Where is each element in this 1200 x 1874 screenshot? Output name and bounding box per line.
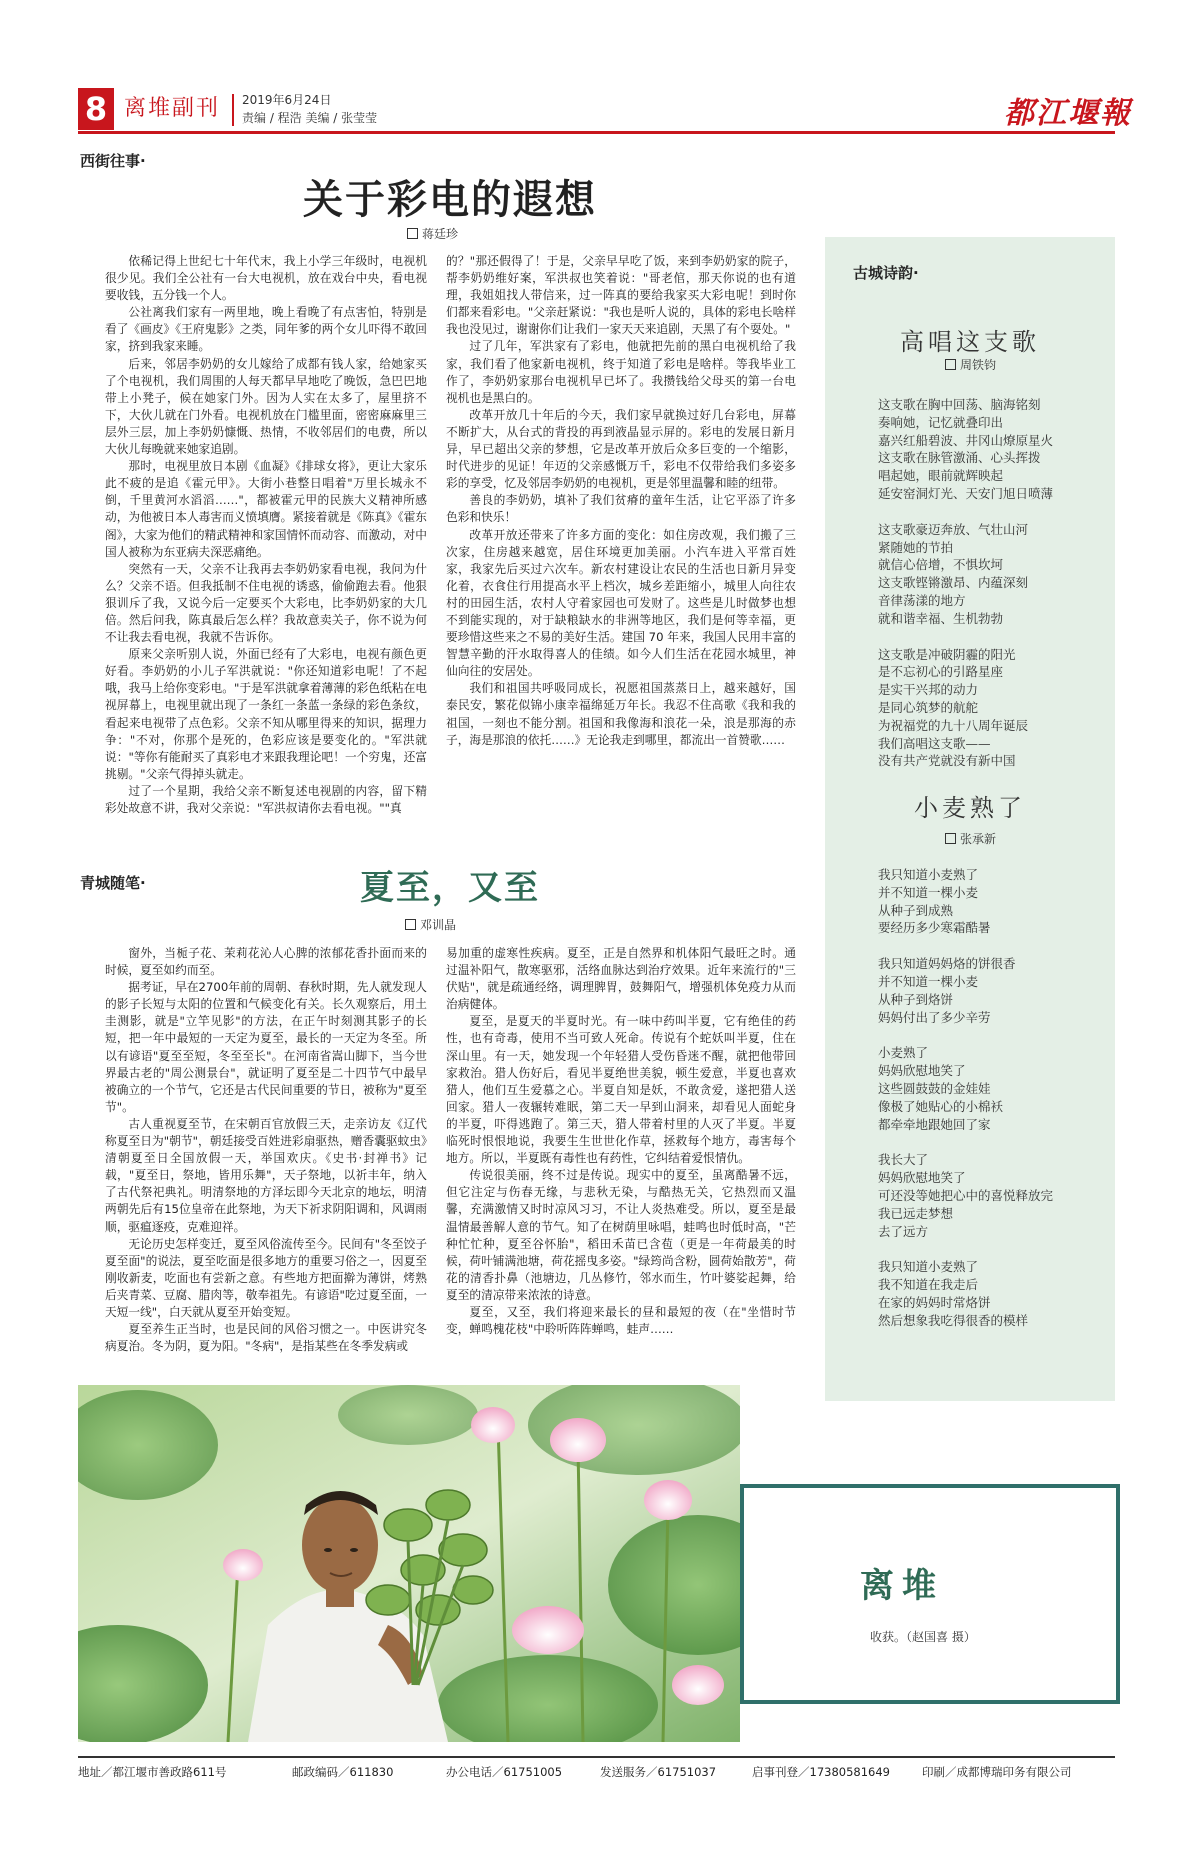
paragraph: 那时，电视里放日本剧《血凝》《排球女将》，更让大家乐此不疲的是追《霍元甲》。大街小巷整日唱着"万里长城永不倒，千里黄河水滔滔……"，都被霍元甲的民族大义精神所感动，为他被日本人毒害而义愤填膺。紧接着就是《陈真》《霍东阁》，大家为他们的精武精神和家国情怀而动容、而激动，对中国人被称为东亚病夫深恶痛绝。 xyxy=(105,459,427,559)
poem-2-body xyxy=(878,866,1103,1348)
footer-distribution: 发送服务／61751037 xyxy=(600,1765,717,1779)
poem-2-byline: 张承新 xyxy=(945,830,996,847)
poem-line: 这支歌是冲破阴霾的阳光 xyxy=(878,646,1016,662)
poem-line: 在家的妈妈时常烙饼 xyxy=(878,1294,991,1310)
byline-box-icon xyxy=(945,833,956,844)
article-1-column-2 xyxy=(446,253,796,843)
byline-box-icon xyxy=(405,919,416,930)
footer-printer: 印刷／成都博瑞印务有限公司 xyxy=(922,1765,1072,1779)
poem-line: 妈妈欣慰地笑了 xyxy=(878,1170,966,1186)
paragraph: 据考证，早在2700年前的周朝、春秋时期，先人就发现人的影子长短与太阳的位置和气候变化有关。长久观察后，用土圭测影，就是"立竿见影"的方法，在正午时刻测其影子的长短，把一年中最短的一天定为夏至，最长的一天定为冬至。所以有谚语"夏至至短，冬至至长"。在河南省嵩山脚下，当今世界最古老的"周公测景台"，就证明了夏至是二十四节气中最早被确立的一个节气，它还是古代民间重要的节日，被称为"夏至节"。 xyxy=(105,980,427,1114)
byline-box-icon xyxy=(407,228,418,239)
article-2-title: 夏至，又至 xyxy=(360,868,540,908)
poem-line: 可还没等她把心中的喜悦释放完 xyxy=(878,1187,1054,1203)
poem-line: 然后想象我吃得很香的模样 xyxy=(878,1312,1029,1328)
paragraph: 易加重的虚寒性疾病。夏至，正是自然界和机体阳气最旺之时。通过温补阳气，散寒驱邪，活络血脉达到治疗效果。近年来流行的"三伏贴"，就是疏通经络，调理脾胃，鼓舞阳气，增强机体免疫力从而治病健体。 xyxy=(446,946,796,1012)
poem-line: 妈妈付出了多少辛劳 xyxy=(878,1009,991,1025)
poem-line: 是不忘初心的引路星座 xyxy=(878,664,1004,680)
paragraph: 的？"那还假得了！于是，父亲早早吃了饭，来到李奶奶家的院子，帮李奶奶维好案，军洪叔也笑着说："哥老倌，那天你说的也有道理，我姐姐找人带信来，过一阵真的要给我家买大彩电呢！到时你们都来看彩电。"父亲赶紧说："我也是听人说的，具体的彩电长啥样我也没见过，谢谢你们让我们一家天天来追剧，天黑了有个耍处。" xyxy=(446,254,796,337)
poem-1-byline: 周铁钧 xyxy=(945,356,996,373)
poem-line: 这支歌豪迈奔放、气壮山河 xyxy=(878,521,1029,537)
poem-stanza xyxy=(878,521,1103,628)
poem-1-title: 高唱这支歌 xyxy=(900,328,1040,356)
header-rule xyxy=(78,131,1115,134)
paragraph: 善良的李奶奶，填补了我们贫瘠的童年生活，让它平添了许多色彩和快乐！ xyxy=(446,493,796,525)
poem-line: 我只知道小麦熟了 xyxy=(878,867,979,882)
poem-stanza xyxy=(878,1151,1103,1240)
footer-notice: 启事刊登／17380581649 xyxy=(752,1765,890,1779)
poem-line: 并不知道一棵小麦 xyxy=(878,884,979,900)
poem-line: 音律荡漾的地方 xyxy=(878,592,966,608)
paragraph: 原来父亲听别人说，外面已经有了大彩电，电视有颜色更好看。李奶奶的小儿子军洪就说："你还知道彩电呢！了不起哦，我马上给你变彩电。"于是军洪就拿着薄薄的彩色纸粘在电视屏幕上，电视里就出现了一条红一条蓝一条绿的彩色条纹，看起来电视带了点色彩。父亲不知从哪里得来的知识，据理力争："不对，你那个是死的，色彩应该是要变化的。"军洪就说："等你有能耐买了真彩电才来跟我理论吧！一个穷鬼，还富挑剔。"父亲气得掉头就走。 xyxy=(105,647,427,781)
poem-line: 我长大了 xyxy=(878,1152,929,1168)
article-1-byline: 蒋廷珍 xyxy=(407,225,458,242)
poem-line: 并不知道一棵小麦 xyxy=(878,973,979,989)
article-1-column-1 xyxy=(105,253,427,843)
column-tag-2: 青城随笔· xyxy=(80,874,146,892)
paragraph: 无论历史怎样变迁，夏至风俗流传至今。民间有"冬至饺子夏至面"的说法，夏至吃面是很多地方的重要习俗之一，因夏至刚收新麦，吃面也有尝新之意。有些地方把面擀为薄饼，烤熟后夹青菜、豆腐、腊肉等，敬奉祖先。有谚语"吃过夏至面，一天短一线"，白天就从夏至开始变短。 xyxy=(105,1236,427,1319)
article-2-byline: 邓训晶 xyxy=(405,916,456,933)
byline-box-icon xyxy=(945,359,956,370)
poem-line: 奏响她，记忆就叠印出 xyxy=(878,414,1004,430)
lotus-harvest-photo xyxy=(78,1385,740,1742)
poem-line: 紧随她的节拍 xyxy=(878,539,954,555)
poem-line: 我已远走梦想 xyxy=(878,1205,954,1221)
poem-line: 小麦熟了 xyxy=(878,1045,929,1061)
footer-office-phone: 办公电话／61751005 xyxy=(446,1765,563,1779)
section-name: 离堆副刊 xyxy=(124,96,221,121)
newspaper-masthead: 都江堰報 xyxy=(1004,96,1132,131)
poem-line: 去了远方 xyxy=(878,1223,929,1239)
poem-line: 是实干兴邦的动力 xyxy=(878,682,979,698)
poem-line: 嘉兴红船碧波、井冈山燎原星火 xyxy=(878,432,1054,448)
poem-line: 像极了她贴心的小棉袄 xyxy=(878,1098,1004,1114)
poem-2-title: 小麦熟了 xyxy=(914,794,1026,822)
editors-line: 责编 / 程浩 美编 / 张莹莹 xyxy=(242,111,378,125)
article-1-title: 关于彩电的遐想 xyxy=(303,176,597,223)
poem-stanza xyxy=(878,646,1103,771)
photo-illustration xyxy=(78,1385,740,1742)
poem-line: 要经历多少寒霜酷暑 xyxy=(878,920,991,936)
page-number: 8 xyxy=(78,88,114,130)
paragraph: 夏至养生正当时，也是民间的风俗习惯之一。中医讲究冬病夏治。冬为阴，夏为阳。"冬病"，是指某些在冬季发病或 xyxy=(105,1322,427,1354)
poem-line: 延安窑洞灯光、天安门旭日喷薄 xyxy=(878,485,1054,501)
poem-line: 我只知道妈妈烙的饼很香 xyxy=(878,956,1016,972)
poem-line: 从种子到成熟 xyxy=(878,902,954,918)
poem-line: 都牵牵地跟她回了家 xyxy=(878,1116,991,1132)
poem-stanza xyxy=(878,1258,1103,1329)
paragraph: 夏至，是夏天的半夏时光。有一味中药叫半夏，它有绝佳的药性，也有奇毒，使用不当可致人死命。传说有个蛇妖叫半夏，住在深山里。有一天，她发现一个年轻猎人受伤昏迷不醒，就把他带回家救治。猎人伤好后，看见半夏绝世美貌，顿生爱意，半夏也喜欢猎人，他们互生爱慕之心。半夏自知是妖，不敢贪爱，遂把猎人送回家。猎人一夜辗转难眠，第二天一早到山洞来，却看见人面蛇身的半夏，吓得逃跑了。第三天，猎人带着村里的人灭了半夏。半夏临死时恨恨地说，我要生生世世化作草，拯救每个地方，毒害每个地方。所以，半夏既有毒性也有药性，它纠结着爱恨情仇。 xyxy=(446,1014,796,1166)
poem-line: 我只知道小麦熟了 xyxy=(878,1259,979,1275)
poem-line: 为祝福党的九十八周年诞辰 xyxy=(878,717,1029,733)
poem-stanza xyxy=(878,866,1103,937)
footer-rule xyxy=(78,1756,1115,1758)
paragraph: 古人重视夏至节，在宋朝百官放假三天，走亲访友《辽代称夏至日为"朝节"，朝廷接受百姓进彩扇驱热，赠香囊驱蚊虫》清朝夏至日全国放假一天，举国欢庆。《史书·封禅书》记载，"夏至日，祭地，皆用乐舞"，天子祭地，以祈丰年，纳入了古代祭祀典礼。明清祭地的方泽坛即今天北京的地坛，明清两朝先后有15位皇帝在此祭地，为天下祈求阴阳调和，风调雨顺，驱瘟逐疫，克难迎祥。 xyxy=(105,1116,427,1234)
poem-line: 没有共产党就没有新中国 xyxy=(878,753,1016,769)
footer-address: 地址／都江堰市善政路611号 xyxy=(78,1765,227,1779)
column-tag-3: 古城诗韵· xyxy=(853,264,919,282)
issue-date: 2019年6月24日 xyxy=(242,93,332,107)
poem-line: 我们高唱这支歌—— xyxy=(878,735,991,751)
poem-line: 这支歌在脉管激涌、心头挥拨 xyxy=(878,450,1041,466)
poem-line: 妈妈欣慰地笑了 xyxy=(878,1063,966,1079)
poem-line: 就和谐幸福、生机勃勃 xyxy=(878,610,1004,626)
paragraph: 夏至，又至，我们将迎来最长的昼和最短的夜（在"坐惜时节变，蝉鸣槐花枝"中聆听阵阵蝉鸣，蛙声…… xyxy=(446,1304,796,1337)
poem-line: 从种子到烙饼 xyxy=(878,991,954,1007)
poem-line: 就信心倍增，不惧坎坷 xyxy=(878,557,1004,573)
footer-postcode: 邮政编码／611830 xyxy=(292,1765,394,1779)
paragraph: 突然有一天，父亲不让我再去李奶奶家看电视，我问为什么？父亲不语。但我抵制不住电视的诱惑，偷偷跑去看。他狠狠训斥了我，又说今后一定要买个大彩电，比李奶奶家的大几倍。然后问我，陈真最后怎么样？我故意卖关子，你不说为何不让我去看电视，我就不告诉你。 xyxy=(105,561,427,645)
paragraph: 公社离我们家有一两里地，晚上看晚了有点害怕，特别是看了《画皮》《王府鬼影》之类，同年爹的两个女儿吓得不敢回家，挤到我家来睡。 xyxy=(105,305,427,354)
column-tag-1: 西街往事· xyxy=(80,152,146,170)
photo-frame-title: 离堆 xyxy=(860,1566,944,1606)
paragraph: 传说很美丽，终不过是传说。现实中的夏至，虽离酷暑不远，但它注定与伤春无缘，与悲秋无染，与酷热无关，它热烈而又温馨，充满激情又时时凉风习习，不让人炎热难受。所以，夏至是最温情最善解人意的节气。知了在树荫里咏唱，蛙鸣也时低时高，"芒种忙忙种，夏至谷怀胎"，稻田禾苗已含苞（更是一年荷最美的时候，荷叶铺满池塘，荷花摇曳多姿。"绿筠尚含粉，圆荷始散芳"，荷花的清香扑鼻（池塘边，几丛修竹，邻水而生，竹叶婆娑起舞，给夏至的清凉带来浓浓的诗意。 xyxy=(446,1168,796,1302)
paragraph: 过了几年，军洪家有了彩电，他就把先前的黑白电视机给了我家，我们看了他家新电视机，终于知道了彩电是啥样。等我毕业工作了，李奶奶家那台电视机早已坏了。我攒钱给父母买的第一台电视机也是黑白的。 xyxy=(446,339,796,405)
poem-line: 唱起她，眼前就辉映起 xyxy=(878,468,1004,484)
poem-1-body xyxy=(878,396,1103,788)
poem-stanza xyxy=(878,955,1103,1026)
article-2-column-1 xyxy=(105,945,427,1375)
poem-stanza xyxy=(878,1044,1103,1133)
poem-line: 是同心筑梦的航舵 xyxy=(878,699,979,715)
poem-line: 我不知道在我走后 xyxy=(878,1277,979,1293)
article-2-column-2 xyxy=(446,945,796,1375)
poem-line: 这支歌铿锵激昂、内蕴深刻 xyxy=(878,575,1029,591)
header-divider xyxy=(232,94,234,126)
paragraph: 我们和祖国共呼吸同成长，祝愿祖国蒸蒸日上，越来越好，国泰民安，繁花似锦小康幸福绵延万年长。我忍不住高歌《我和我的祖国，一刻也不能分割。祖国和我像海和浪花一朵，浪是那海的赤子，海是那浪的依托……》无论我走到哪里，都流出一首赞歌…… xyxy=(446,681,796,747)
poem-stanza xyxy=(878,396,1103,503)
photo-caption: 收获。（赵国喜 摄） xyxy=(870,1630,976,1644)
paragraph: 依稀记得上世纪七十年代末，我上小学三年级时，电视机很少见。我们全公社有一台大电视机，放在戏台中央，看电视要收钱，五分钱一个人。 xyxy=(105,254,427,303)
paragraph: 窗外，当栀子花、茉莉花沁人心脾的浓郁花香扑面而来的时候，夏至如约而至。 xyxy=(105,946,427,978)
poem-line: 这支歌在胸中回荡、脑海铭刻 xyxy=(878,397,1041,412)
paragraph: 改革开放几十年后的今天，我们家早就换过好几台彩电，屏幕不断扩大，从台式的背投的再到液晶显示屏的。彩电的发展日新月异，早已超出父亲的梦想，它是改革开放后众多巨变的一个缩影，时代进步的见证！年迈的父亲感慨万千，彩电不仅带给我们多姿多彩的享受，忆及邻居李奶奶的电视机，更是邻里温馨和睦的纽带。 xyxy=(446,407,796,491)
poem-line: 这些圆鼓鼓的金娃娃 xyxy=(878,1080,991,1096)
paragraph: 改革开放还带来了许多方面的变化：如住房改观，我们搬了三次家，住房越来越宽，居住环境更加美丽。小汽车进入平常百姓家，我家先后买过六次车。新农村建设让农民的生活也日新月异变化着，衣食住行用提高水平上档次，城乡差距缩小，城里人向往农村的田园生活，农村人守着家园也可发财了。这些是儿时做梦也想不到能实现的，对于缺粮缺水的非洲等地区，我们是何等幸福，更要珍惜这些来之不易的美好生活。建国 70 年来，我国人民用丰富的智慧辛勤的汗水取得喜人的佳绩。如今人们生活在花园水城里，神仙向往的安居处。 xyxy=(446,527,796,679)
paragraph: 过了一个星期，我给父亲不断复述电视剧的内容，留下精彩处故意不讲，我对父亲说："军洪叔请你去看电视。""真 xyxy=(105,783,427,815)
paragraph: 后来，邻居李奶奶的女儿嫁给了成都有钱人家，给她家买了个电视机，我们周围的人每天都早早地吃了晚饭，急巴巴地带上小凳子，候在她家门外。因为人实在太多了，屋里挤不下，大伙儿就在门外看。电视机放在门槛里面，密密麻麻里三层外三层，加上李奶奶慷慨、热情，不收邻居们的电费，所以大伙儿每晚就来她家追剧。 xyxy=(105,356,427,457)
